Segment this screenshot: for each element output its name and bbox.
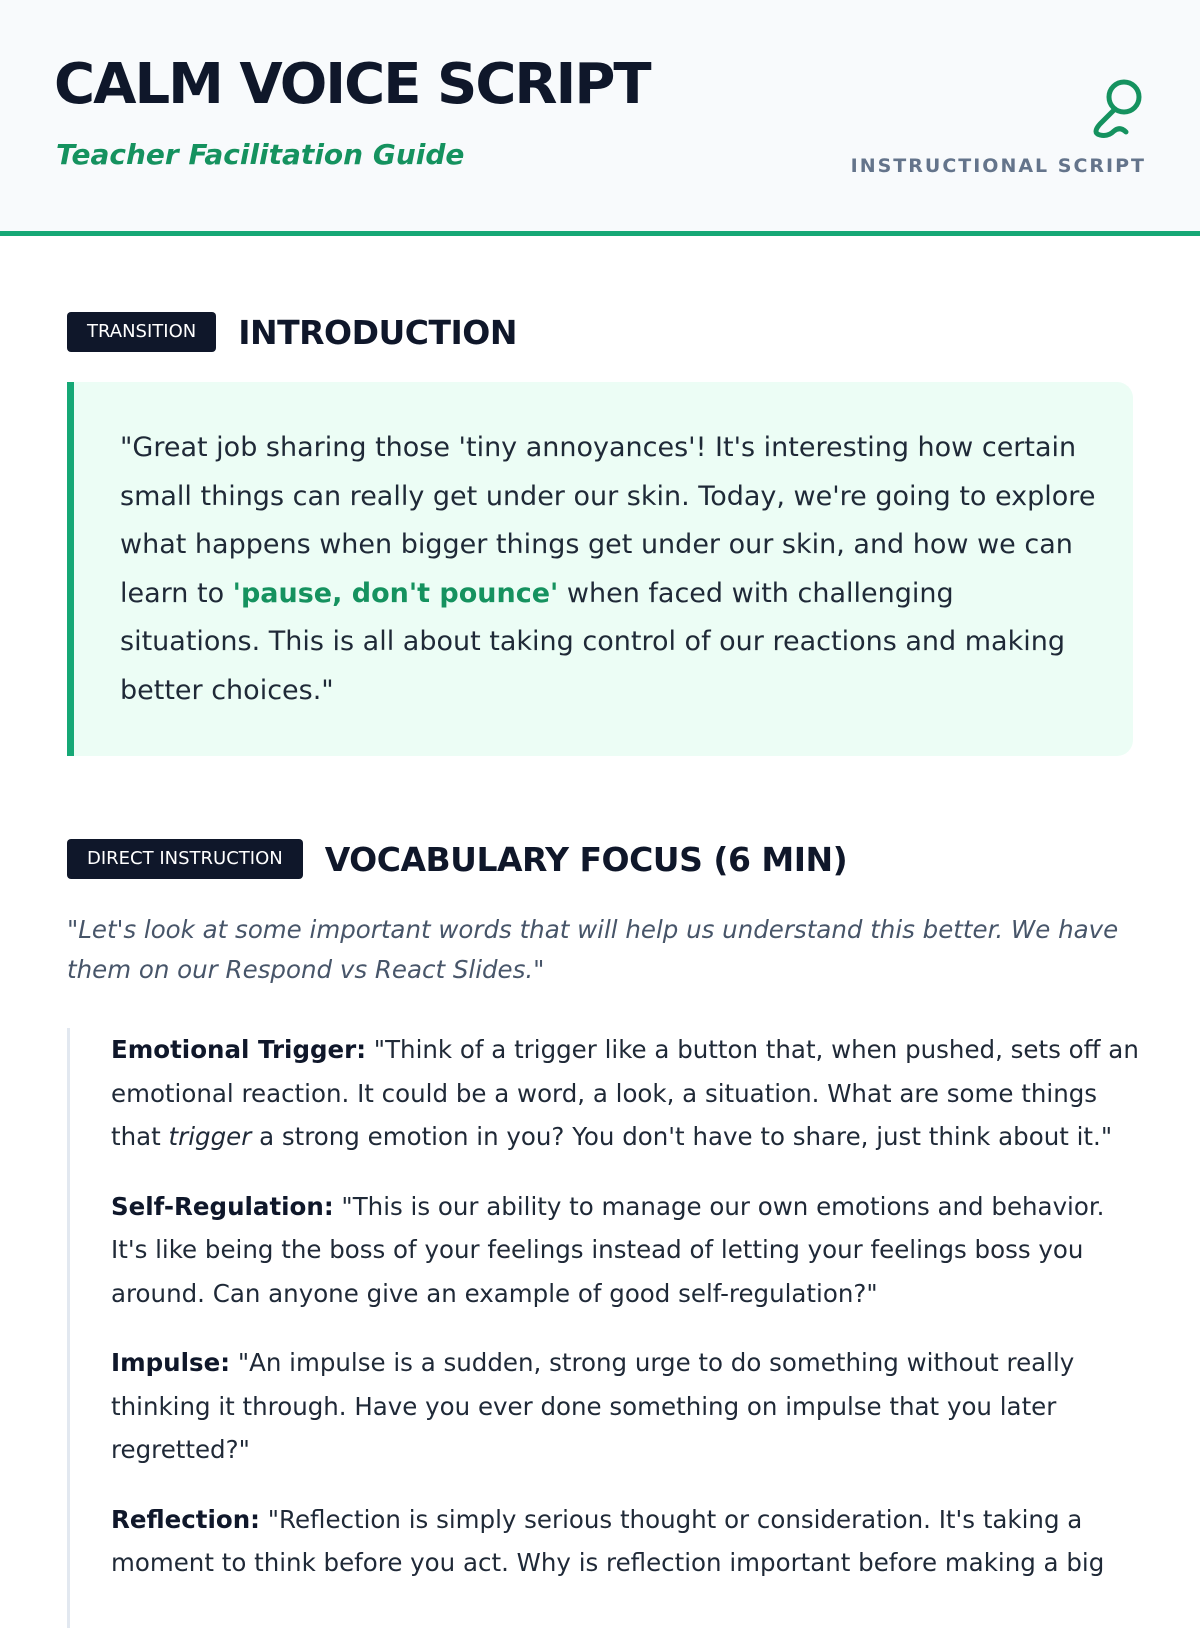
microphone-icon <box>1086 76 1148 140</box>
section-title: INTRODUCTION <box>238 312 517 352</box>
vocab-item <box>111 1341 1141 1472</box>
vocab-definition-end: a strong emotion in you? You don't have to share, just think about it." <box>251 1122 1113 1151</box>
vocabulary-intro: "Let's look at some important words that will help us understand this better. We have them on our Respond vs React Slides." <box>67 915 1119 984</box>
section-tag: DIRECT INSTRUCTION <box>67 839 303 879</box>
section-title: VOCABULARY FOCUS (6 MIN) <box>324 839 848 879</box>
vocab-item <box>111 1498 1141 1585</box>
vocab-definition: "An impulse is a sudden, strong urge to do something without really thinking it through. Have you ever done something on impulse that you later regretted?" <box>111 1348 1075 1464</box>
section-header-vocabulary <box>67 839 847 879</box>
quote-text: "Great job sharing those 'tiny annoyances'! It's interesting how certain small things can really get under our skin. Today, we're going to explore what happens when bigger things get under our skin, and how we can learn to <box>120 432 1096 609</box>
page-subtitle: Teacher Facilitation Guide <box>56 138 465 171</box>
script-type-label: INSTRUCTIONAL SCRIPT <box>850 155 1146 177</box>
page-title: CALM VOICE SCRIPT <box>54 52 650 117</box>
page-header <box>0 0 1200 236</box>
vocab-definition: "This is our ability to manage our own emotions and behavior. It's like being the boss of your feelings instead of letting your feelings boss you around. Can anyone give an example of good self-regulation?" <box>111 1191 1105 1308</box>
quote-text-end: when faced with challenging situations. This is all about taking control of our reactions and making better choices." <box>120 577 1065 706</box>
section-header-introduction <box>67 312 517 352</box>
vocab-item <box>111 1185 1141 1316</box>
vocab-term: Emotional Trigger: <box>111 1035 367 1064</box>
vocab-term: Impulse: <box>111 1348 231 1377</box>
script-quote-box <box>67 382 1133 756</box>
vocab-term: Reflection: <box>111 1504 260 1534</box>
vocab-item <box>111 1028 1141 1159</box>
vocab-term: Self-Regulation: <box>111 1191 334 1221</box>
section-tag: TRANSITION <box>67 312 216 352</box>
vocab-definition: "Think of a trigger like a button that, when pushed, sets off an emotional reaction. It could be a word, a look, a situation. What are some things that <box>111 1035 1139 1151</box>
quote-highlight: 'pause, don't pounce' <box>232 577 559 609</box>
vocab-definition: "Reflection is simply serious thought or consideration. It's taking a moment to think before you act. Why is reflection important before making a big <box>111 1504 1105 1577</box>
vocab-emphasis: trigger <box>168 1122 252 1151</box>
vocabulary-list <box>67 1028 1141 1628</box>
